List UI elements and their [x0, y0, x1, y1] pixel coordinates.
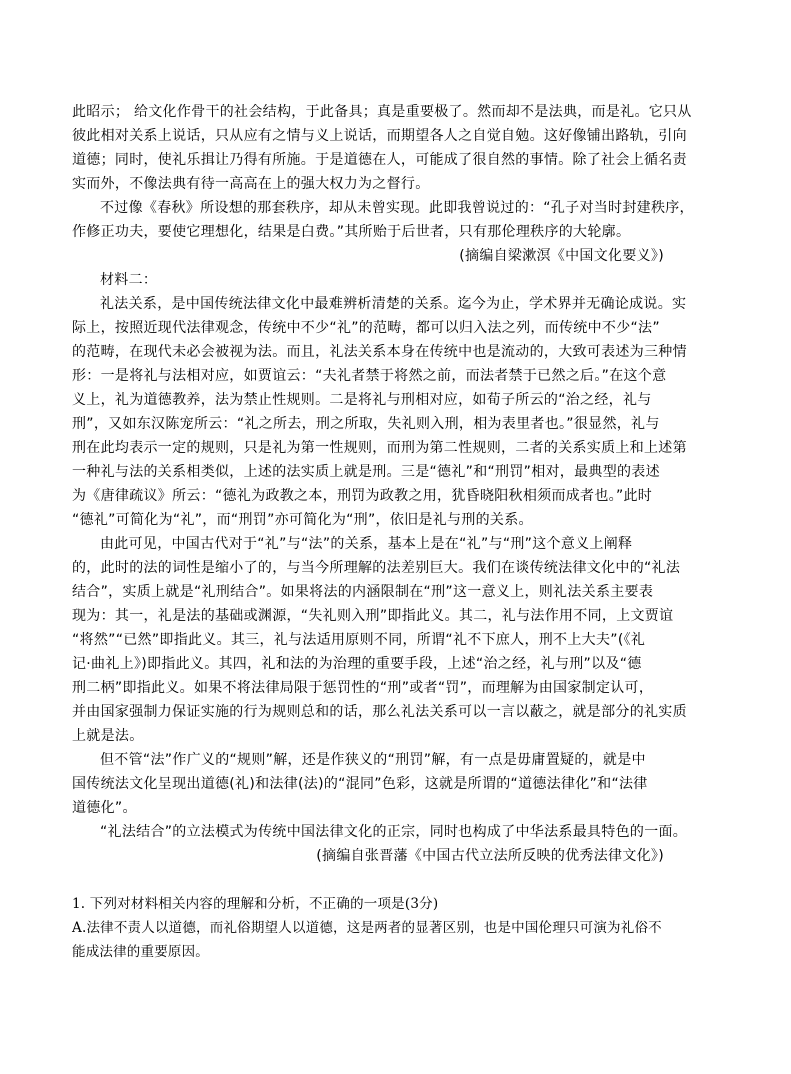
- text-line: 彼此相对关系上说话，只从应有之情与义上说话，而期望各人之自觉自勉。这好像铺出路轨，引向: [72, 128, 687, 144]
- source-citation: (摘编自张晋藩《中国古代立法所反映的优秀法律文化》): [316, 848, 664, 864]
- text-line: 不过像《春秋》所设想的那套秩序，却从未曾实现。此即我曾说过的：“孔子对当时封建秩序，: [100, 200, 694, 216]
- text-line: 道德；同时，使礼乐揖让乃得有所施。于是道德在人，可能成了很自然的事情。除了社会上循名责: [72, 152, 687, 168]
- text-line: 礼法关系，是中国传统法律文化中最难辨析清楚的关系。迄今为止，学术界并无确论成说。实: [100, 296, 687, 312]
- text-line: 由此可见，中国古代对于“礼”与“法”的关系，基本上是在“礼”与“刑”这个意义上阐释: [100, 536, 633, 552]
- text-line: 际上，按照近现代法律观念，传统中不少“礼”的范畴，都可以归入法之列，而传统中不少“法”: [72, 320, 660, 336]
- text-line: 的，此时的法的词性是缩小了的，与当今所理解的法差别巨大。我们在谈传统法律文化中的“礼法: [72, 560, 681, 576]
- section-heading: 材料二：: [100, 272, 158, 288]
- text-line: 现为：其一，礼是法的基础或渊源，“失礼则入刑”即指此义。其二，礼与法作用不同，上文贾谊: [72, 608, 674, 624]
- text-line: 道德化”。: [72, 800, 137, 816]
- source-citation: (摘编自梁漱溟《中国文化要义》): [459, 248, 664, 264]
- option-a: A.法律不责人以道德，而礼俗期望人以道德，这是两者的显著区别，也是中国伦理只可演为礼俗不: [72, 920, 662, 936]
- option-a-continued: 能成法律的重要原因。: [72, 944, 209, 960]
- text-line: 上就是法。: [72, 728, 144, 744]
- text-line: “将然”“已然”即指此义。其三，礼与法适用原则不同，所谓“礼不下庶人，刑不上大夫”(《礼: [72, 632, 646, 648]
- text-line: 形：一是将礼与法相对应，如贾谊云：“夫礼者禁于将然之前，而法者禁于已然之后。”在这个意: [72, 368, 667, 384]
- text-line: “德礼”可简化为“礼”，而“刑罚”亦可简化为“刑”，依旧是礼与刑的关系。: [72, 512, 533, 528]
- text-line: 刑”，又如东汉陈宠所云：“礼之所去，刑之所取，失礼则入刑，相为表里者也。”很显然，礼与: [72, 416, 660, 432]
- text-line: 义上，礼为道德教养，法为禁止性规则。二是将礼与刑相对应，如荀子所云的“治之经，礼与: [72, 392, 652, 408]
- text-line: 的范畴，在现代未必会被视为法。而且，礼法关系本身在传统中也是流动的，大致可表述为三种情: [72, 344, 687, 360]
- text-line: 记·曲礼上》)即指此义。其四，礼和法的为治理的重要手段，上述“治之经，礼与刑”以及“德: [72, 656, 642, 672]
- text-line: 结合”，实质上就是“礼刑结合”。如果将法的内涵限制在“刑”这一意义上，则礼法关系主要表: [72, 584, 654, 600]
- question-stem: 1. 下列对材料相关内容的理解和分析，不正确的一项是(3分): [72, 896, 439, 912]
- text-line: 一种礼与法的关系相类似，上述的法实质上就是刑。三是“德礼”和“刑罚”相对，最典型的表述: [72, 464, 660, 480]
- text-line: 为《唐律疏议》所云：“德礼为政教之本，刑罚为政教之用，犹昏晓阳秋相须而成者也。”此时: [72, 488, 653, 504]
- text-line: 并由国家强制力保证实施的行为规则总和的话，那么礼法关系可以一言以蔽之，就是部分的礼实质: [72, 704, 687, 720]
- text-line: 此昭示； 给文化作骨干的社会结构，于此备具；真是重要极了。然而却不是法典，而是礼。它只从: [72, 104, 692, 120]
- text-line: 但不管“法”作广义的“规则”解，还是作狭义的“刑罚”解，有一点是毋庸置疑的，就是中: [100, 752, 646, 768]
- text-line: 刑二柄”即指此义。如果不将法律局限于惩罚性的“刑”或者“罚”，而理解为由国家制定认可，: [72, 680, 654, 696]
- text-line: 国传统法文化呈现出道德(礼)和法律(法)的“混同”色彩，这就是所谓的“道德法律化”和“法律: [72, 776, 648, 792]
- text-line: 刑在此均表示一定的规则，只是礼为第一性规则，而刑为第二性规则，二者的关系实质上和上述第: [72, 440, 687, 456]
- text-line: 实而外，不像法典有待一高高在上的强大权力为之督行。: [72, 176, 430, 192]
- text-line: “礼法结合”的立法模式为传统中国法律文化的正宗，同时也构成了中华法系最具特色的一面。: [100, 824, 688, 840]
- text-line: 作修正功夫，要使它理想化，结果是白费。”其所贻于后世者，只有那伦理秩序的大轮廓。: [72, 224, 631, 240]
